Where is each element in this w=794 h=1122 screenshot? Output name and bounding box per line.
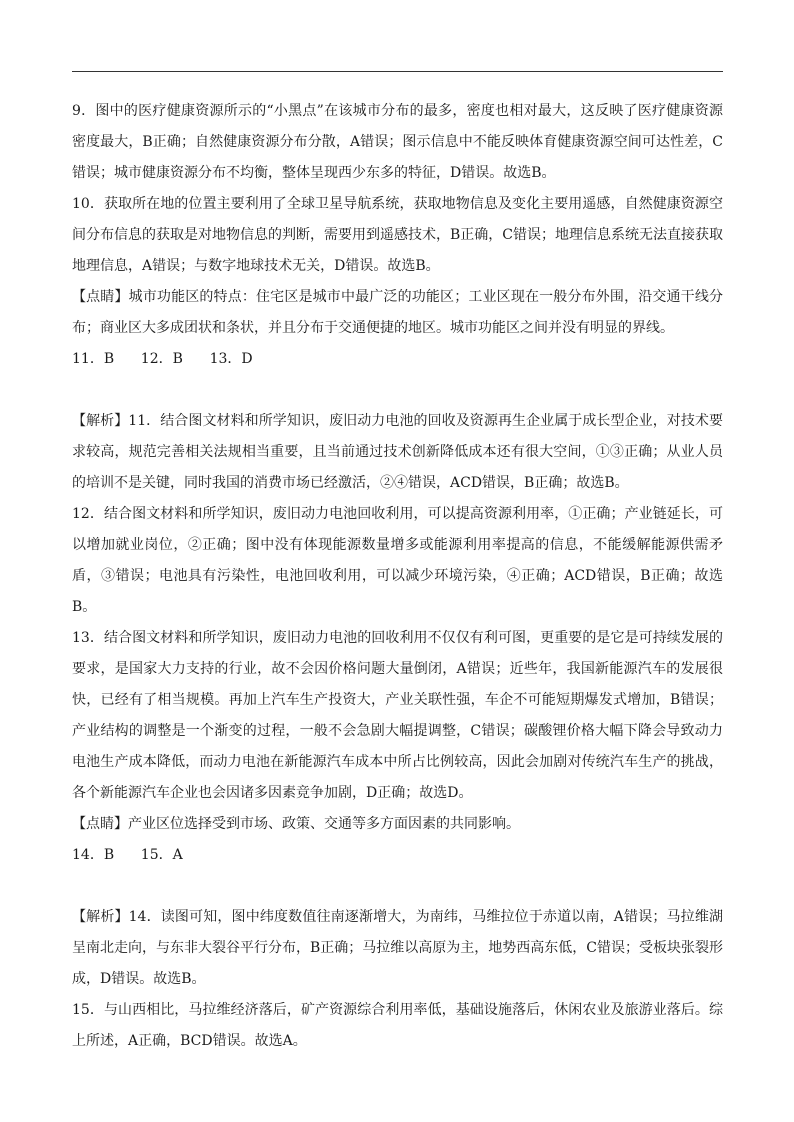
explanation-q13: 13．结合图文材料和所学知识，废旧动力电池的回收利用不仅仅有利可图，更重要的是它是可持续发展的要求，是国家大力支持的行业，故不会因价格问题大量倒闭，A错误；近些年，我国新能源汽车的发展很快，已经有了相当规模。再加上汽车生产投资大，产业关联性强，车企不可能短期爆发式增加，B错误；产业结构的调整是一个渐变的过程，一般不会急剧大幅提调整，C错误；碳酸锂价格大幅下降会导致动力电池生产成本降低，而动力电池在新能源汽车成本中所占比例较高，因此会加剧对传统汽车生产的挑战，各个新能源汽车企业也会因诸多因素竞争加剧，D正确；故选D。 (72, 630, 723, 801)
spacer (72, 871, 723, 902)
answers-q11-q13: 11．B 12．B 13．D (72, 351, 253, 367)
explanation-q15: 15．与山西相比，马拉维经济落后，矿产资源综合利用率低，基础设施落后，休闲农业及旅游业落后。综上所述，A正确，BCD错误。故选A。 (72, 1002, 723, 1049)
tip-industrial-location: 【点睛】产业区位选择受到市场、政策、交通等多方面因素的共同影响。 (72, 816, 520, 832)
explanation-q9: 9．图中的医疗健康资源所示的“小黑点”在该城市分布的最多，密度也相对最大，这反映了医疗健康资源密度最大，B正确；自然健康资源分布分散，A错误；图示信息中不能反映体育健康资源空间可达性差，C错误；城市健康资源分布不均衡，整体呈现西少东多的特征，D错误。故选B。 (72, 103, 723, 181)
explanation-q14: 【解析】14．读图可知，图中纬度数值往南逐渐增大，为南纬，马维拉位于赤道以南，A错误；马拉维湖呈南北走向，与东非大裂谷平行分布，B正确；马拉维以高原为主，地势西高东低，C错误；受板块张裂形成，D错误。故选B。 (72, 909, 723, 987)
answers-q14-q15: 14．B 15．A (72, 847, 183, 863)
header-rule (72, 71, 723, 72)
explanation-q12: 12．结合图文材料和所学知识，废旧动力电池回收利用，可以提高资源利用率，①正确；产业链延长，可以增加就业岗位，②正确；图中没有体现能源数量增多或能源利用率提高的信息，不能缓解能源供需矛盾，③错误；电池具有污染性，电池回收利用，可以减少环境污染，④正确；ACD错误，B正确；故选B。 (72, 506, 723, 615)
answer-explanations (72, 96, 723, 1057)
tip-urban-functional-zones: 【点睛】城市功能区的特点：住宅区是城市中最广泛的功能区；工业区现在一般分布外围，沿交通干线分布；商业区大多成团状和条状，并且分布于交通便捷的地区。城市功能区之间并没有明显的界线。 (72, 289, 723, 336)
explanation-q10: 10．获取所在地的位置主要利用了全球卫星导航系统，获取地物信息及变化主要用遥感，自然健康资源空间分布信息的获取是对地物信息的判断，需要用到遥感技术，B正确，C错误；地理信息系统无法直接获取地理信息，A错误；与数字地球技术无关，D错误。故选B。 (72, 196, 723, 274)
explanation-q11: 【解析】11．结合图文材料和所学知识，废旧动力电池的回收及资源再生企业属于成长型企业，对技术要求较高，规范完善相关法规相当重要，且当前通过技术创新降低成本还有很大空间，①③正确；从业人员的培训不是关键，同时我国的消费市场已经激活，②④错误，ACD错误，B正确；故选B。 (72, 413, 723, 491)
spacer (72, 375, 723, 406)
